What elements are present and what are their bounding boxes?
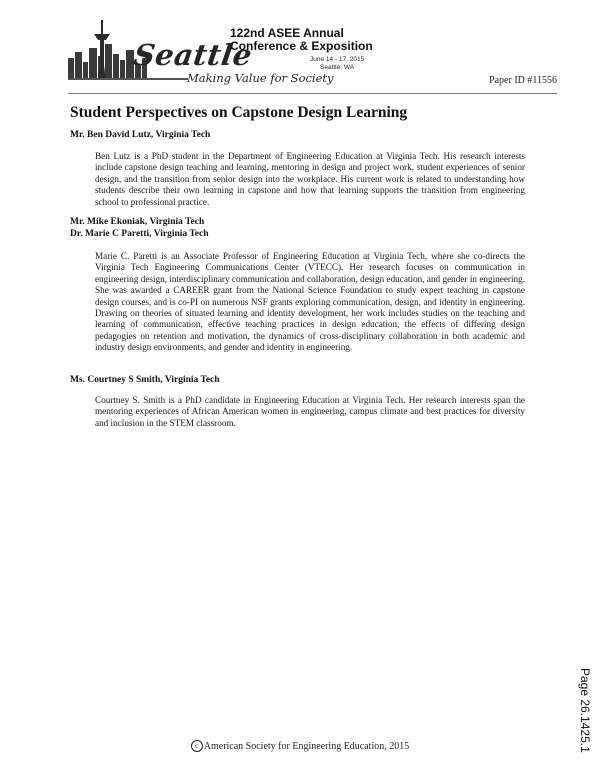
author-name: Mr. Mike Ekoniak, Virginia Tech: [70, 217, 205, 227]
header-divider: [68, 93, 557, 94]
copyright-footer: [0, 740, 600, 752]
paper-id: Paper ID #11556: [489, 75, 557, 86]
conference-dates: June 14 - 17, 2015: [310, 56, 365, 63]
logo-tagline: Making Value for Society: [187, 71, 334, 85]
conference-city: Seattle, WA: [320, 64, 355, 71]
author-bio: Marie C. Paretti is an Associate Professor of Engineering Education at Virginia Tech, where she co-directs the Virginia Tech Engineering Communications Center (VTECC). Her research focuses on communication in engineering design, interdisciplinary communication and collaboration, design education, and gender in engineering. She was awarded a CAREER grant from the National Science Foundation to study expert teaching in capstone design courses, and is co-PI on numerous NSF grants exploring communication, design, and identity in engineering. Drawing on theories of situated learning and identity development, her work includes studies on the teaching and learning of communication, effective teaching practices in design education, the effects of differing design pedagogies on retention and motivation, the dynamics of cross-disciplinary collaboration in both academic and industry design environments, and gender and identity in engineering.: [95, 251, 525, 353]
author-name: Mr. Ben David Lutz, Virginia Tech: [70, 130, 211, 140]
author-bio: Courtney S. Smith is a PhD candidate in Engineering Education at Virginia Tech. Her research interests span the mentoring experiences of African American women in engineering, campus climate and best practices for diversity and inclusion in the STEM classroom.: [95, 395, 525, 428]
conference-header: [68, 18, 562, 98]
author-name: Ms. Courtney S Smith, Virginia Tech: [70, 375, 220, 385]
conference-name-line1: 122nd ASEE Annual: [230, 26, 344, 40]
paper-title: Student Perspectives on Capstone Design Learning: [70, 104, 408, 121]
seattle-logo-word: Seattle: [131, 38, 255, 72]
copyright-icon: c: [191, 740, 203, 752]
author-bio: Ben Lutz is a PhD student in the Department of Engineering Education at Virginia Tech. His research interests include capstone design teaching and learning, mentoring in design and project work, student experiences of senior design, and the transition from senior design into the workplace. His current work is related to understanding how students describe their own learning in capstone and how that learning supports the transition from engineering school to professional practice.: [95, 151, 525, 207]
author-name: Dr. Marie C Paretti, Virginia Tech: [70, 229, 209, 239]
conference-name-line2: Conference & Exposition: [230, 39, 373, 53]
page-number-stamp-text: Page 26.1425.1: [578, 668, 592, 753]
copyright-text: American Society for Engineering Education, 2015: [203, 741, 410, 752]
